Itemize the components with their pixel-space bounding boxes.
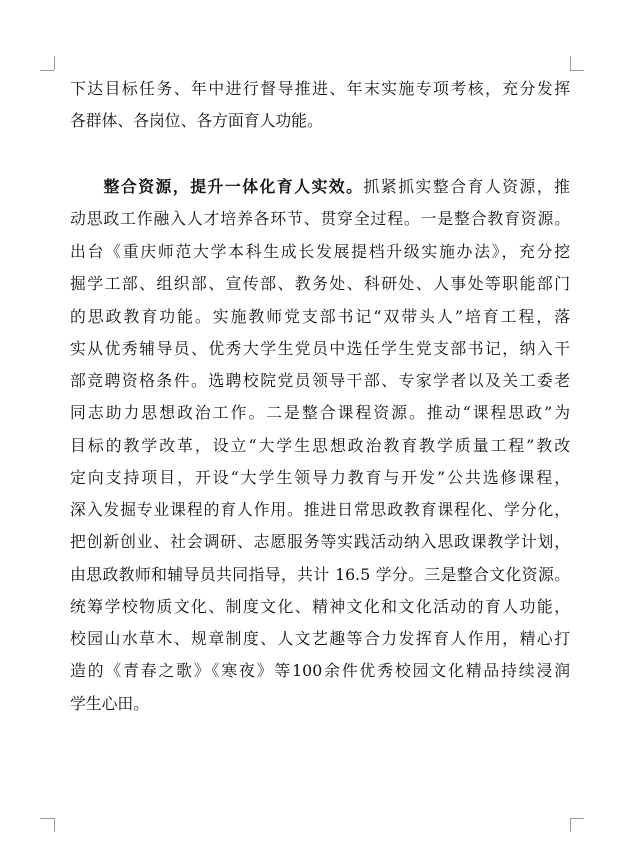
text-line: 造的《青春之歌》《寒夜》等100余件优秀校园文化精品持续浸润 <box>70 661 570 680</box>
text-line: 的思政教育功能。实施教师党支部书记“双带头人”培育工程，落 <box>70 307 570 326</box>
text-line: 目标的教学改革，设立“大学生思想政治教育教学质量工程”教改 <box>70 436 570 455</box>
text-line: 同志助力思想政治工作。二是整合课程资源。推动“课程思政”为 <box>70 403 570 422</box>
text-line: 动思政工作融入人才培养各环节、贯穿全过程。一是整合教育资源。 <box>70 209 570 228</box>
text-line: 校园山水草木、规章制度、人文艺趣等合力发挥育人作用，精心打 <box>70 629 570 648</box>
paragraph-first-line <box>70 171 570 203</box>
text-line: 统筹学校物质文化、制度文化、精神文化和文化活动的育人功能， <box>70 597 570 616</box>
text-line: 各群体、各岗位、各方面育人功能。 <box>70 111 323 130</box>
text-line: 由思政教师和辅导员共同指导，共计 16.5 学分。三是整合文化资源。 <box>70 565 570 584</box>
paragraph-heading: 整合资源，提升一体化育人实效。 <box>102 177 364 196</box>
text-line: 掘学工部、组织部、宣传部、教务处、科研处、人事处等职能部门 <box>70 274 570 293</box>
text-line: 出台《重庆师范大学本科生成长发展提档升级实施办法》，充分挖 <box>70 242 570 261</box>
text-line: 实从优秀辅导员、优秀大学生党员中选任学生党支部书记，纳入干 <box>70 339 570 358</box>
text-line: 深入发掘专业课程的育人作用。推进日常思政教育课程化、学分化， <box>70 500 570 519</box>
text-line: 下达目标任务、年中进行督导推进、年末实施专项考核，充分发挥 <box>70 79 570 98</box>
text-line: 抓紧抓实整合育人资源，推 <box>363 177 570 196</box>
text-line: 学生心田。 <box>70 694 149 713</box>
text-line: 把创新创业、社会调研、志愿服务等实践活动纳入思政课教学计划， <box>70 532 570 551</box>
text-line: 部竞聘资格条件。选聘校院党员领导干部、专家学者以及关工委老 <box>70 371 570 390</box>
text-line: 定向支持项目，开设“大学生领导力教育与开发”公共选修课程， <box>70 468 570 487</box>
